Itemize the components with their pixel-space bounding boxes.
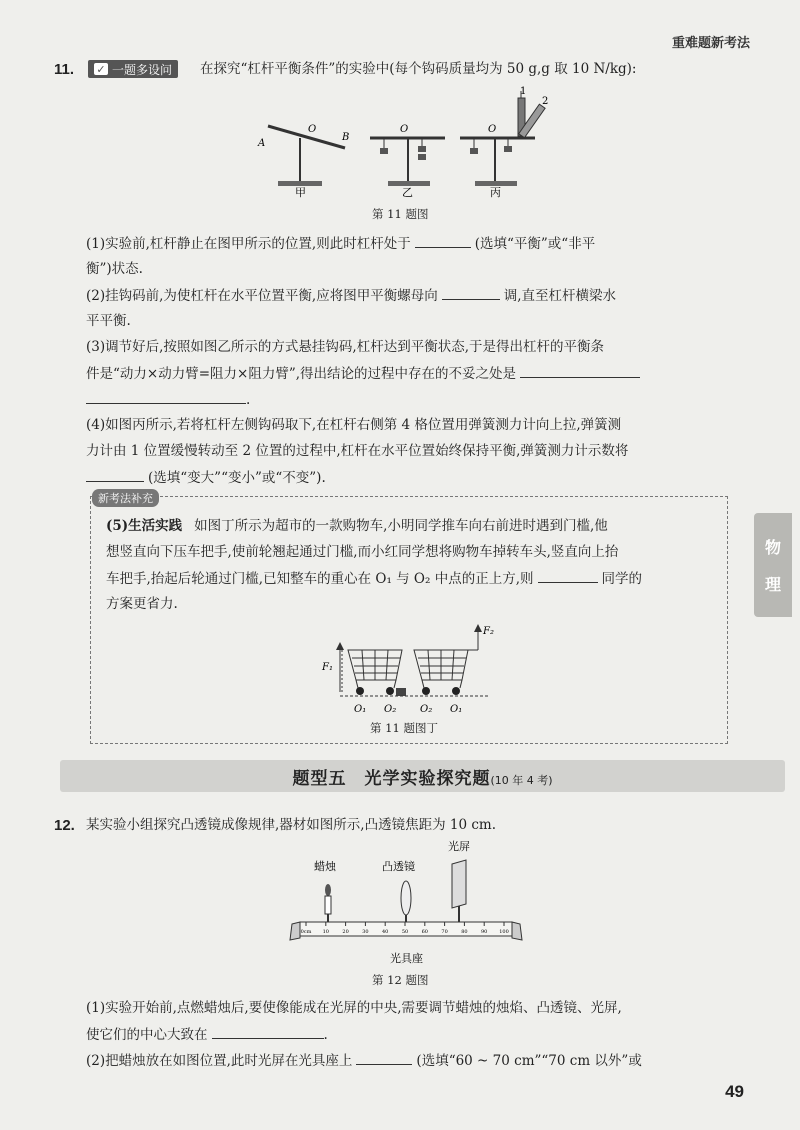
page-header: 重难题新考法 [671,36,750,51]
q12-part1-line2: 使它们的中心大致在 . [86,1024,328,1045]
label-F1: F₁ [322,662,333,673]
ruler-tick-label: 80 [461,929,468,935]
q11-part1-line2: 衡”)状态. [86,261,143,277]
label-O-bing: O [488,124,497,135]
q11-part5-line4: 方案更省力. [106,596,178,612]
ruler-tick-label: 50 [401,929,409,935]
q11-part3-line3: . [86,389,250,410]
section-header [60,760,785,792]
check-icon: ✓ [94,63,108,75]
question-tag-label: 一题多设问 [112,62,173,77]
label-candle: 蜡烛 [314,860,336,873]
answer-blank-7[interactable] [356,1050,412,1065]
answer-blank-5[interactable] [538,568,598,583]
ruler-tick-label: 70 [441,929,448,935]
section-name: 光学实验探究题(10 年 4 考) [364,768,553,789]
q11-part4-line1: (4)如图丙所示,若将杠杆左侧钩码取下,在杠杆右侧第 4 格位置用弹簧测力计向上拉,弹簧测 [86,417,622,433]
figure-12-optical-bench [286,840,526,970]
question-12-intro: 某实验小组探究凸透镜成像规律,器材如图所示,凸透镜焦距为 10 cm. [86,817,496,833]
figure-11-levers [250,86,570,201]
ruler-tick-label: 40 [382,929,389,935]
q11-part2-line2: 平平衡. [86,313,131,329]
label-O2-left: O₂ [384,704,397,715]
ruler-tick-label: 100 [499,929,509,935]
q11-part3-line1: (3)调节好后,按照如图乙所示的方式悬挂钩码,杠杆达到平衡状态,于是得出杠杆的平衡条 [86,339,604,355]
answer-blank-1[interactable] [415,233,471,248]
label-O1-right: O₁ [450,704,463,715]
label-bing: 丙 [490,186,501,199]
q11-part5-line1: (5)生活实践 如图丁所示为超市的一款购物车,小明同学推车向右前进时遇到门槛,他 [106,518,608,534]
ruler-tick-label: 10 [322,929,329,935]
question-11-intro: 在探究“杠杆平衡条件”的实验中(每个钩码质量均为 50 g,g 取 10 N/kg): [200,61,637,77]
label-yi: 乙 [402,186,413,199]
label-bench: 光具座 [390,952,423,965]
figure-11d-caption: 第 11 题图丁 [370,721,438,735]
q11-part5-line3: 车把手,抬起后轮通过门槛,已知整车的重心在 O₁ 与 O₂ 中点的正上方,则 同学的 [106,568,642,589]
page-number: 49 [725,1082,744,1101]
answer-blank-4[interactable] [86,467,144,482]
label-O2-right: O₂ [420,704,433,715]
ruler-tick-label: 60 [421,929,428,935]
label-screen: 光屏 [448,840,470,853]
label-pos-2: 2 [542,96,549,107]
answer-blank-6[interactable] [212,1024,324,1039]
subject-char-2: 理 [764,575,781,594]
question-12-number: 12. [54,817,75,834]
subject-tab[interactable] [754,513,792,617]
label-F2: F₂ [483,626,494,637]
cart-right [414,650,478,695]
candle [325,884,331,922]
question-11-number: 11. [54,61,75,78]
q11-part2-line1: (2)挂钩码前,为使杠杆在水平位置平衡,应将图甲平衡螺母向 调,直至杠杆横梁水 [86,285,616,306]
subject-char-1: 物 [764,538,781,557]
ruler-tick-label: 30 [362,929,369,935]
lever-bing [460,86,548,199]
q11-part5-line2: 想竖直向下压车把手,使前轮翘起通过门槛,而小红同学想将购物车掉转车头,竖直向上抬 [106,544,619,560]
light-screen [452,860,466,922]
lever-jia [257,124,349,199]
q11-part4-line3: (选填“变大”“变小”或“不变”). [86,467,326,488]
section-title: 题型五 [292,768,347,789]
section-sub: (10 年 4 考) [490,773,553,787]
question-tag [88,60,178,78]
label-jia: 甲 [295,186,306,199]
q11-part1-line1: (1)实验前,杠杆静止在图甲所示的位置,则此时杠杆处于 (选填“平衡”或“非平 [86,233,595,254]
label-lens: 凸透镜 [382,860,415,873]
ruler-tick-label: 90 [481,929,488,935]
q11-part4-line2: 力计由 1 位置缓慢转动至 2 位置的过程中,杠杆在水平位置始终保持平衡,弹簧测力计示数将 [86,443,629,459]
label-pos-1: 1 [520,86,527,97]
lever-yi [370,124,445,199]
q12-part2-line1: (2)把蜡烛放在如图位置,此时光屏在光具座上 (选填“60 ~ 70 cm”“70 cm 以外”或 [86,1050,642,1071]
label-A: A [258,138,266,149]
convex-lens [401,881,411,922]
cart-left [348,650,402,695]
label-O-yi: O [400,124,409,135]
ruler-tick-label: 0cm [300,929,312,935]
label-O-jia: O [308,124,317,135]
figure-11-carts [318,620,508,720]
q12-part1-line1: (1)实验开始前,点燃蜡烛后,要使像能成在光屏的中央,需要调节蜡烛的烛焰、凸透镜、光屏, [86,1000,622,1016]
answer-blank-3b[interactable] [86,389,246,404]
ruler-tick-label: 20 [342,929,349,935]
label-B: B [342,132,350,143]
figure-11-caption: 第 11 题图 [372,207,429,221]
answer-blank-2[interactable] [442,285,500,300]
label-O1-left: O₁ [354,704,367,715]
figure-12-caption: 第 12 题图 [372,973,429,987]
answer-blank-3[interactable] [520,363,640,378]
q11-part3-line2: 件是“动力×动力臂=阻力×阻力臂”,得出结论的过程中存在的不妥之处是 [86,363,640,384]
new-method-tag: 新考法补充 [92,489,159,507]
